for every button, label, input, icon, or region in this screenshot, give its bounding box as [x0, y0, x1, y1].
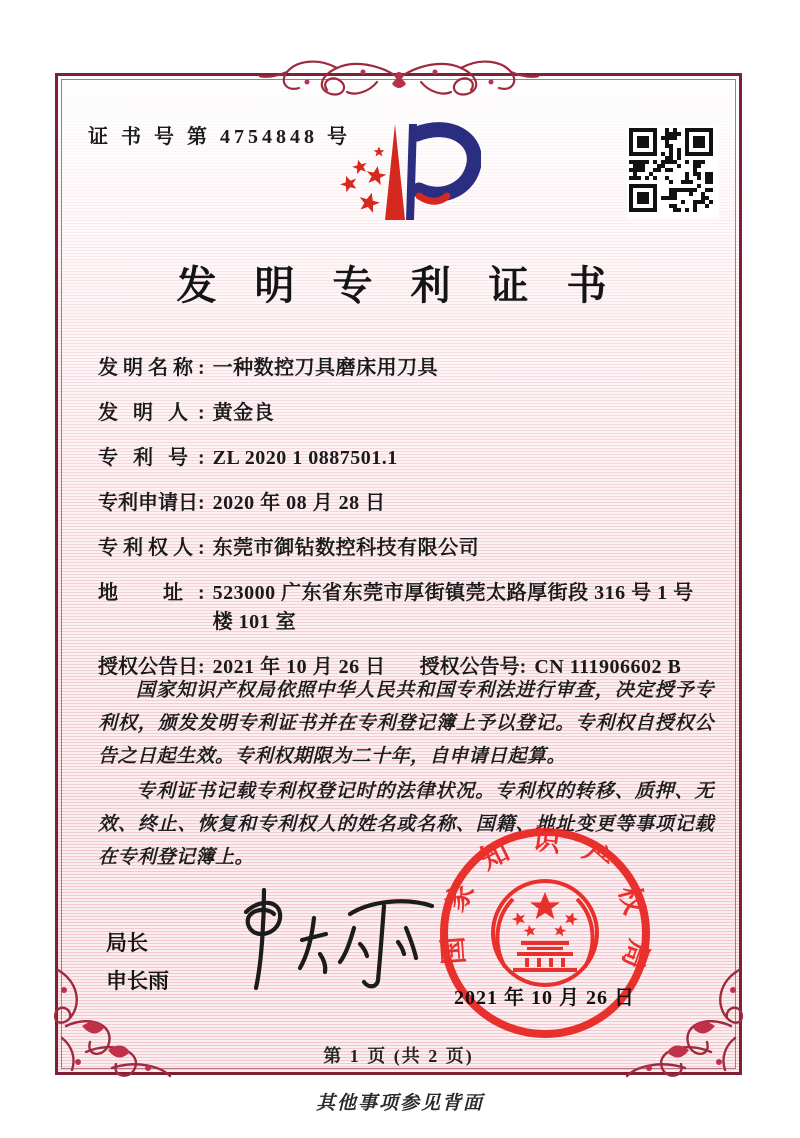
field-inventor [98, 399, 712, 428]
colon: : [198, 492, 205, 514]
handwritten-signature [208, 884, 448, 999]
officer-block [106, 924, 169, 1000]
officer-role: 局长 [106, 931, 148, 955]
back-note: 其他事项参见背面 [315, 1092, 484, 1114]
fields-block [98, 354, 712, 698]
field-value: 黄金良 [212, 402, 275, 424]
field-value: ZL 2020 1 0887501.1 [212, 447, 398, 469]
field-address [98, 579, 712, 637]
certificate-number: 证 书 号 第 4754848 号 [88, 126, 351, 148]
qr-code [627, 126, 719, 218]
colon: : [198, 537, 205, 559]
field-filing-date [98, 489, 712, 518]
field-label: 专利申请日 [98, 492, 198, 514]
field-label: 地 址 [98, 582, 183, 604]
certificate-frame [55, 73, 742, 1075]
seal-date: 2021 年 10 月 26 日 [454, 987, 635, 1009]
legal-paragraph-1: 国家知识产权局依照中华人民共和国专利法进行审查，决定授予专利权，颁发发明专利证书并在专利登记簿上予以登记。专利权自授权公告之日起生效。专利权期限为二十年，自申请日起算。 [98, 679, 714, 767]
field-label: 授权公告日 [98, 656, 198, 678]
field-invention-name [98, 354, 712, 383]
national-emblem [493, 881, 597, 985]
top-flourish-ornament [259, 42, 539, 108]
field-value: 东莞市御钻数控科技有限公司 [212, 537, 480, 559]
colon: : [519, 656, 527, 678]
field-value: 523000 广东省东莞市厚街镇莞太路厚街段 316 号 1 号楼 101 室 [212, 582, 694, 633]
field-label: 发 明 名 称 [98, 357, 193, 379]
field-value: 2020 年 08 月 28 日 [212, 492, 386, 514]
colon: : [198, 582, 205, 604]
field-patent-no [98, 444, 712, 473]
field-label: 授权公告号 [419, 656, 520, 678]
officer-name: 申长雨 [106, 969, 169, 993]
colon: : [198, 656, 205, 678]
colon: : [198, 402, 205, 424]
field-value: 一种数控刀具磨床用刀具 [212, 357, 439, 379]
colon: : [198, 357, 205, 379]
field-value: 2021 年 10 月 26 日 [212, 656, 386, 678]
field-patentee [98, 534, 712, 563]
seal-agency-text: 国家知识产权局 [436, 824, 655, 993]
legal-paragraph-2: 专利证书记载专利权登记时的法律状况。专利权的转移、质押、无效、终止、恢复和专利权人的姓名或名称、国籍、地址变更等事项记载在专利登记簿上。 [98, 780, 714, 868]
field-label: 专 利 号 [98, 447, 188, 469]
certificate-title: 发 明 专 利 证 书 [176, 263, 621, 308]
colon: : [198, 447, 205, 469]
field-label: 专 利 权 人 [98, 537, 193, 559]
field-label: 发 明 人 [98, 402, 188, 424]
official-seal [435, 823, 655, 1043]
field-value: CN 111906602 B [534, 656, 682, 678]
page-number: 第 1 页 (共 2 页) [323, 1046, 474, 1066]
cnipa-logo-icon [335, 102, 481, 226]
